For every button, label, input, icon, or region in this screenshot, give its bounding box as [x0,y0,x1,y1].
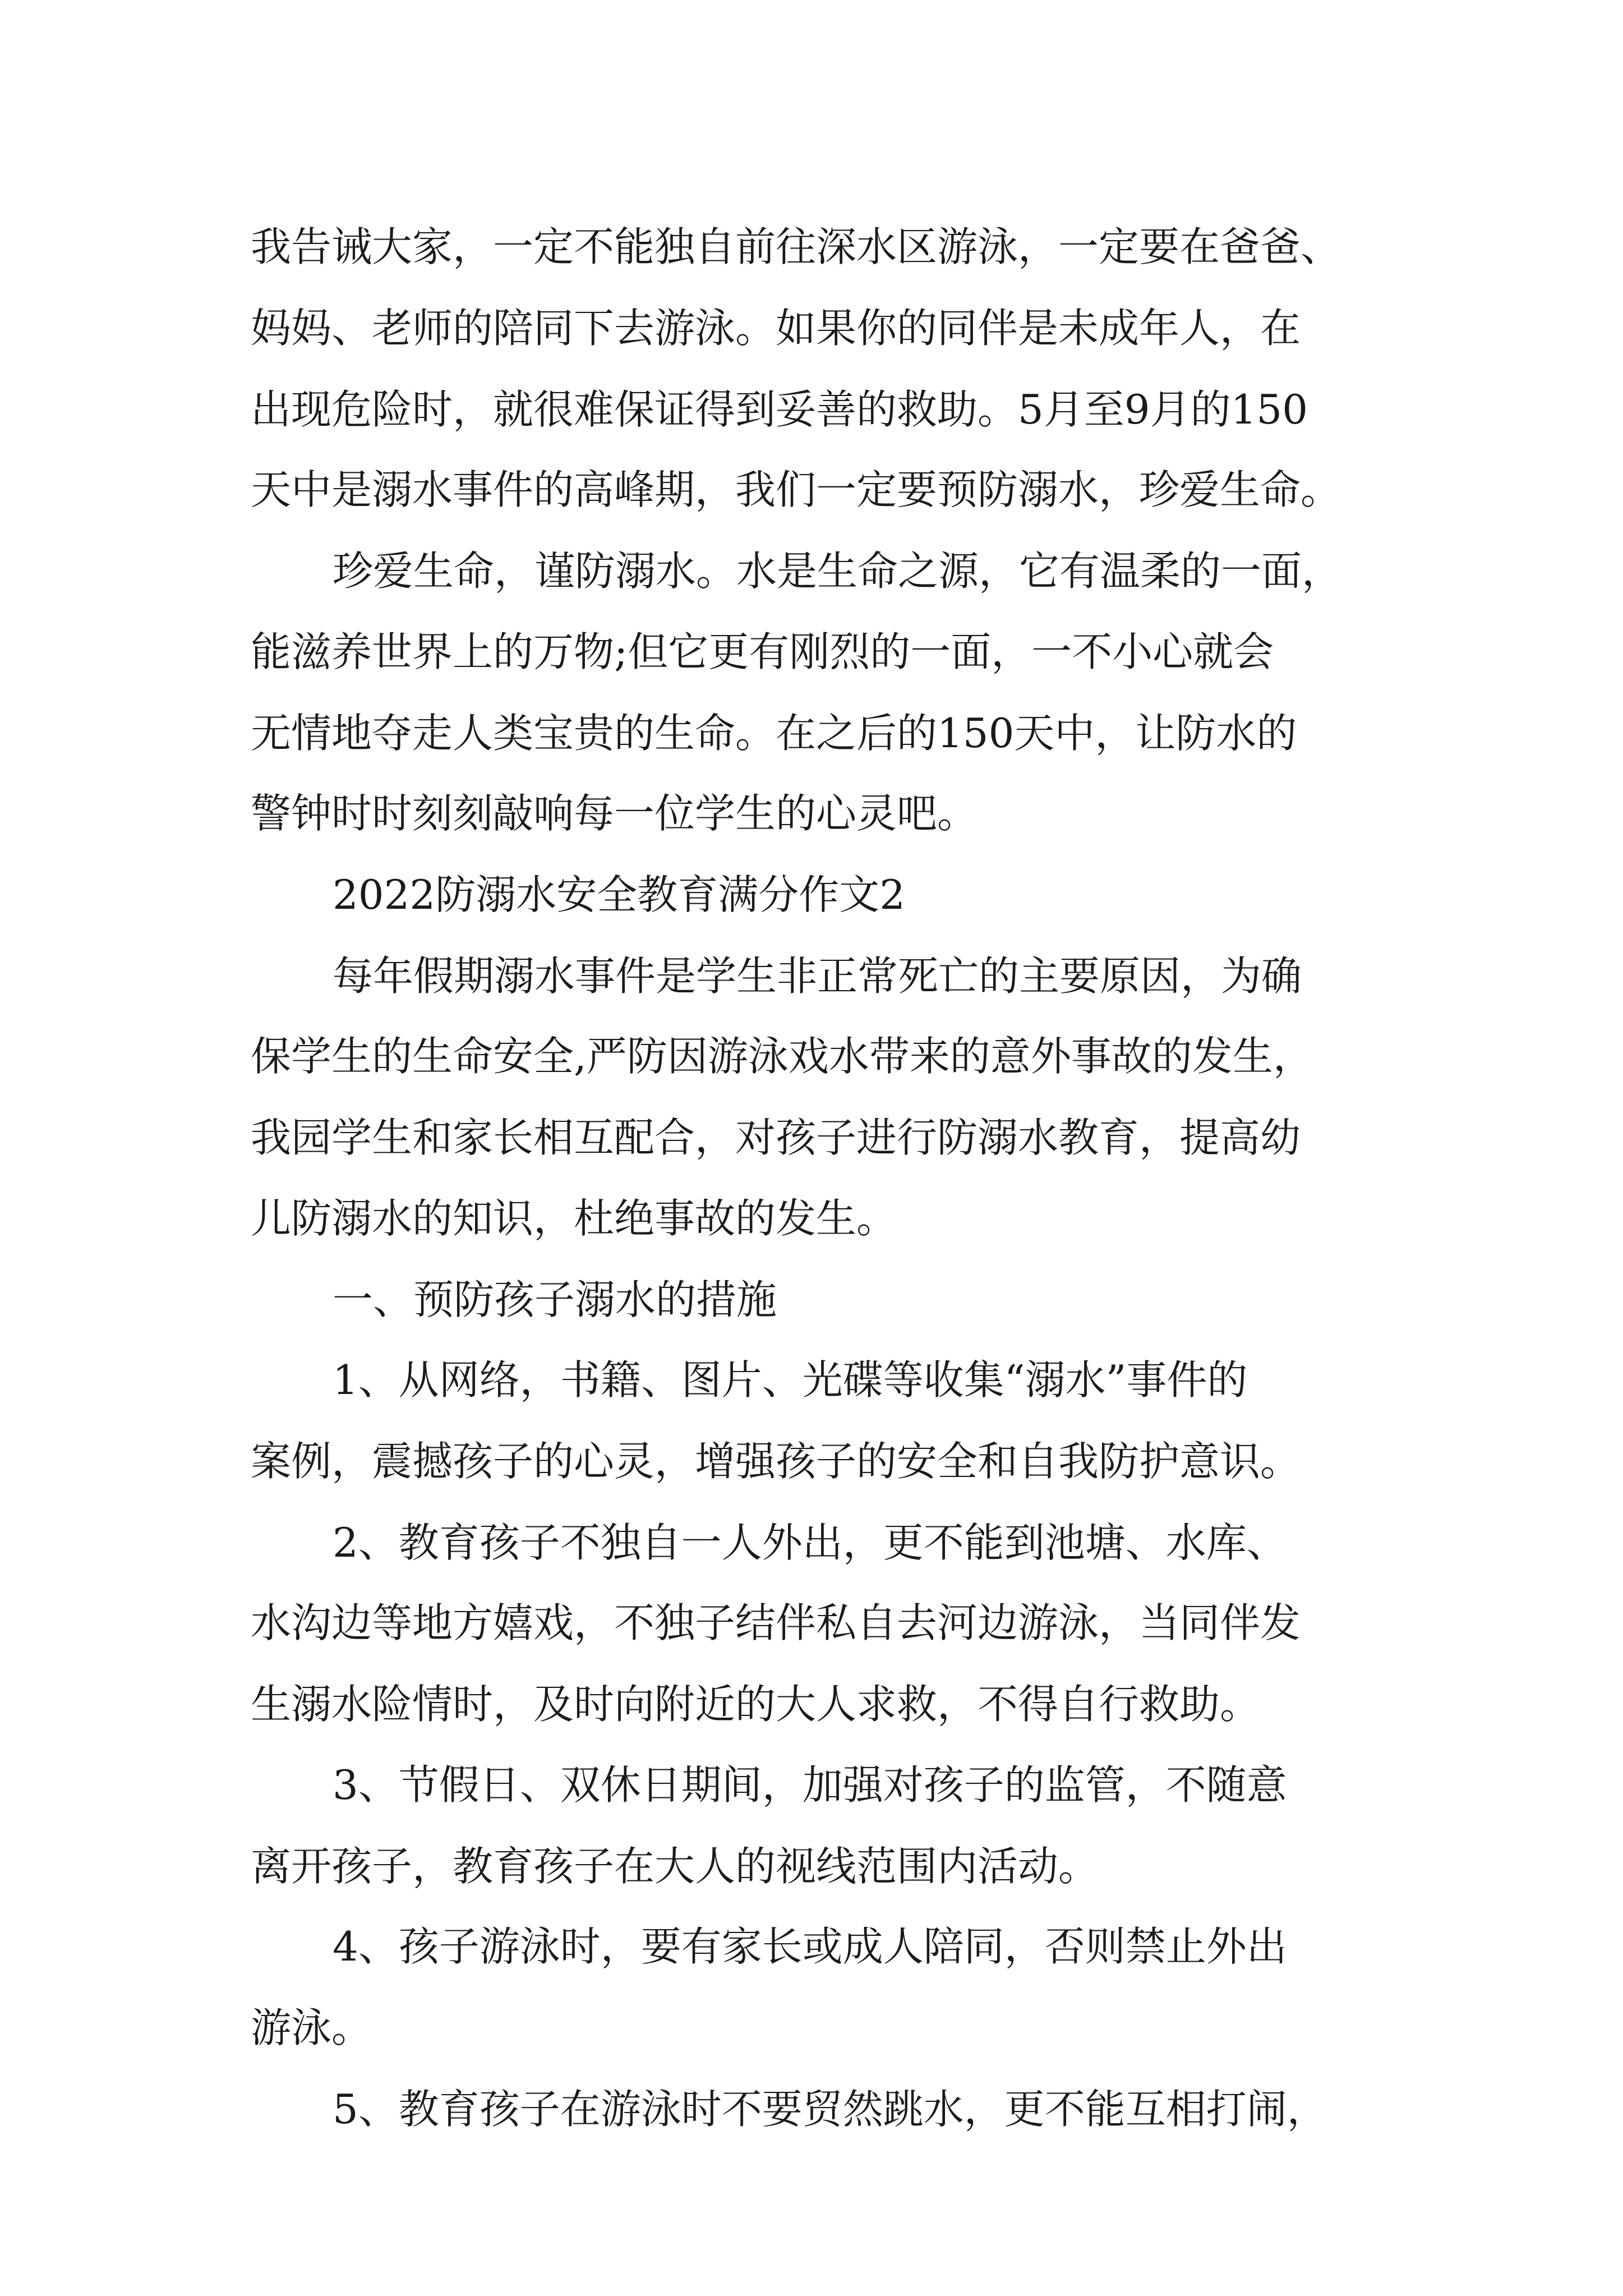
text-line-6: 能滋养世界上的万物;但它更有刚烈的一面，一不小心就会 [251,628,1274,675]
text-line-18: 水沟边等地方嬉戏，不独子结伴私自去河边游泳，当同伴发 [251,1599,1301,1646]
text-line-3: 出现危险时，就很难保证得到妥善的救助。5月至9月的150 [251,386,1308,433]
text-line-1: 我告诫大家，一定不能独自前往深水区游泳，一定要在爸爸、 [251,223,1341,270]
text-line-10: 每年假期溺水事件是学生非正常死亡的主要原因，为确 [333,953,1302,1000]
text-line-16: 案例，震撼孩子的心灵，增强孩子的安全和自我防护意识。 [251,1438,1301,1485]
text-line-2: 妈妈、老师的陪同下去游泳。如果你的同伴是未成年人，在 [251,305,1301,352]
text-line-17: 2、教育孩子不独自一人外出，更不能到池塘、水库、 [333,1519,1287,1566]
text-line-24: 5、教育孩子在游泳时不要贸然跳水，更不能互相打闹， [333,2086,1327,2133]
text-line-8: 警钟时时刻刻敲响每一位学生的心灵吧。 [251,790,978,837]
text-line-21: 离开孩子，教育孩子在大人的视线范围内活动。 [251,1843,1099,1890]
text-line-13: 儿防溺水的知识，杜绝事故的发生。 [251,1195,897,1242]
text-line-5: 珍爱生命，谨防溺水。水是生命之源，它有温柔的一面， [333,547,1343,595]
text-line-23: 游泳。 [251,2004,372,2051]
text-line-11: 保学生的生命安全,严防因游泳戏水带来的意外事故的发生， [251,1033,1313,1080]
text-line-22: 4、孩子游泳时，要有家长或成人陪同，否则禁止外出 [333,1923,1287,1970]
text-line-12: 我园学生和家长相互配合，对孩子进行防溺水教育，提高幼 [251,1114,1301,1161]
subheading-measures: 一、预防孩子溺水的措施 [333,1276,777,1323]
text-line-4: 天中是溺水事件的高峰期，我们一定要预防溺水，珍爱生命。 [251,466,1341,513]
text-line-15: 1、从网络，书籍、图片、光碟等收集“溺水”事件的 [333,1356,1248,1404]
section-heading: 2022防溺水安全教育满分作文2 [333,871,906,918]
text-line-19: 生溺水险情时，及时向附近的大人求救，不得自行救助。 [251,1681,1261,1728]
text-line-7: 无情地夺走人类宝贵的生命。在之后的150天中，让防水的 [251,710,1297,757]
text-line-20: 3、节假日、双休日期间，加强对孩子的监管，不随意 [333,1761,1287,1809]
